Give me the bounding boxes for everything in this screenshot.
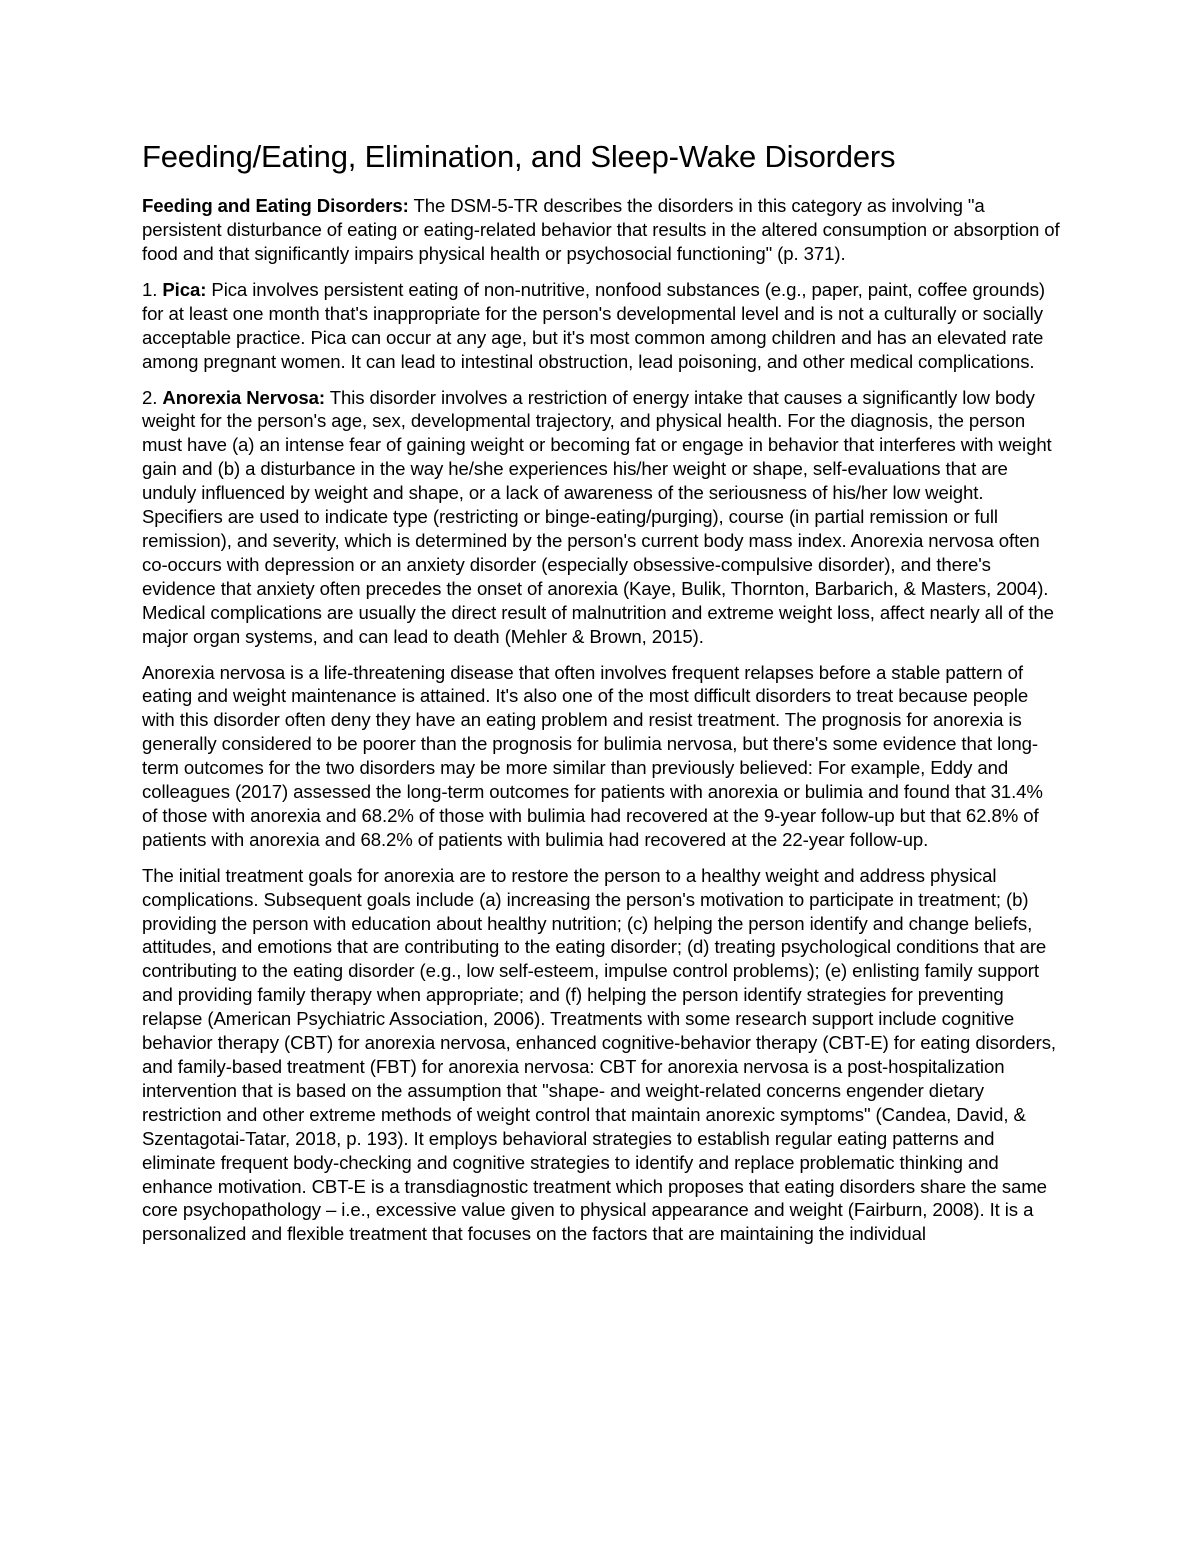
pica-heading: Pica: xyxy=(162,278,207,300)
document-title: Feeding/Eating, Elimination, and Sleep-Wake Disorders xyxy=(142,139,896,174)
anorexia-text: This disorder involves a restriction of energy intake that causes a significantly low body weight for the person's age, sex, developmental trajectory, and physical health. For the diagnosis, the person must have (a) an intense fear of gaining weight or becoming fat or engage in behavior that interferes with weight gain and (b) a disturbance in the way he/she experiences his/her weight or shape, self-evaluations that are unduly influenced by weight and shape, or a lack of awareness of the seriousness of his/her low weight. Specifiers are used to indicate type (restricting or binge-eating/purging), course (in partial remission or full remission), and severity, which is determined by the person's current body mass index. Anorexia nervosa often co-occurs with depression or an anxiety disorder (especially obsessive-compulsive disorder), and there's evidence that anxiety often precedes the onset of anorexia (Kaye, Bulik, Thornton, Barbarich, & Masters, 2004). Medical complications are usually the direct result of malnutrition and extreme weight loss, affect nearly all of the major organ systems, and can lead to death (Mehler & Brown, 2015). xyxy=(142,386,1054,647)
pica-text: Pica involves persistent eating of non-nutritive, nonfood substances (e.g., paper, paint, coffee grounds) for at least one month that's inappropriate for the person's developmental level and is not a culturally or socially acceptable practice. Pica can occur at any age, but it's most common among children and has an elevated rate among pregnant women. It can lead to intestinal obstruction, lead poisoning, and other medical complications. xyxy=(142,278,1046,372)
prognosis-paragraph: Anorexia nervosa is a life-threatening disease that often involves frequent relapses before a stable pattern of eating and weight maintenance is attained. It's also one of the most difficult disorders to treat because people with this disorder often deny they have an eating problem and resist treatment. The prognosis for anorexia is generally considered to be poorer than the prognosis for bulimia nervosa, but there's some evidence that long-term outcomes for the two disorders may be more similar than previously believed: For example, Eddy and colleagues (2017) assessed the long-term outcomes for patients with anorexia or bulimia and found that 31.4% of those with anorexia and 68.2% of those with bulimia had recovered at the 9-year follow-up but that 62.8% of patients with anorexia and 68.2% of patients with bulimia had recovered at the 22-year follow-up. xyxy=(142,661,1043,850)
document-page xyxy=(142,138,1062,1258)
intro-text: The DSM-5-TR describes the disorders in this category as involving "a persistent disturbance of eating or eating-related behavior that results in the altered consumption or absorption of food and that significantly impairs physical health or psychosocial functioning" (p. 371). xyxy=(142,195,1060,264)
intro-heading: Feeding and Eating Disorders: xyxy=(142,195,409,217)
intro-paragraph xyxy=(142,194,1062,266)
anorexia-number: 2. xyxy=(142,386,163,408)
pica-paragraph xyxy=(142,278,1062,374)
anorexia-paragraph xyxy=(142,386,1062,649)
anorexia-heading: Anorexia Nervosa: xyxy=(162,386,325,408)
treatment-paragraph: The initial treatment goals for anorexia are to restore the person to a healthy weight and address physical complications. Subsequent goals include (a) increasing the person's motivation to participate in treatment; (b) providing the person with education about healthy nutrition; (c) helping the person identify and change beliefs, attitudes, and emotions that are contributing to the eating disorder; (d) treating psychological conditions that are contributing to the eating disorder (e.g., low self-esteem, impulse control problems); (e) enlisting family support and providing family therapy when appropriate; and (f) helping the person identify strategies for preventing relapse (American Psychiatric Association, 2006). Treatments with some research support include cognitive behavior therapy (CBT) for anorexia nervosa, enhanced cognitive-behavior therapy (CBT-E) for eating disorders, and family-based treatment (FBT) for anorexia nervosa: CBT for anorexia nervosa is a post-hospitalization intervention that is based on the assumption that "shape- and weight-related concerns engender dietary restriction and other extreme methods of weight control that maintain anorexic symptoms" (Candea, David, & Szentagotai-Tatar, 2018, p. 193). It employs behavioral strategies to establish regular eating patterns and eliminate frequent body-checking and cognitive strategies to identify and replace problematic thinking and enhance motivation. CBT-E is a transdiagnostic treatment which proposes that eating disorders share the same core psychopathology – i.e., excessive value given to physical appearance and weight (Fairburn, 2008). It is a personalized and flexible treatment that focuses on the factors that are maintaining the individual xyxy=(142,864,1056,1245)
pica-number: 1. xyxy=(142,278,163,300)
